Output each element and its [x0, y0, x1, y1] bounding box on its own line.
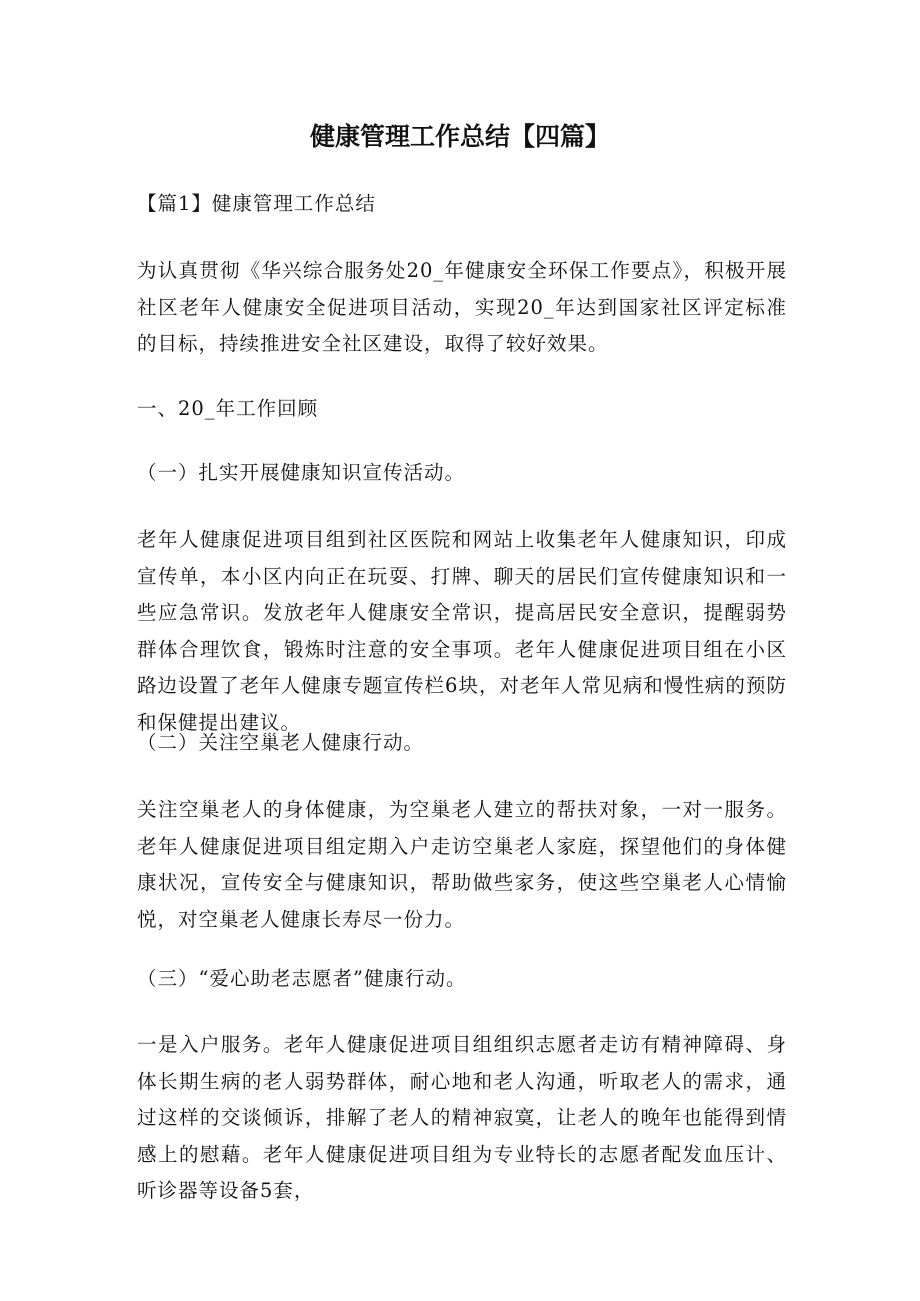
subheading-volunteers: （三）“爱心助老志愿者”健康行动。	[137, 967, 467, 990]
paragraph-volunteers: 一是入户服务。老年人健康促进项目组组织志愿者走访有精神障碍、身体长期生病的老人弱势群体，耐心地和老人沟通，听取老人的需求，通过这样的交谈倾诉，排解了老人的精神寂寞，让老人的晚年也能得到情感上的慰藉。老年人健康促进项目组为专业特长的志愿者配发血压计、听诊器等设备5套，	[137, 1033, 787, 1202]
paragraph-publicity: 老年人健康促进项目组到社区医院和网站上收集老年人健康知识，印成宣传单，本小区内向正在玩耍、打牌、聊天的居民们宣传健康知识和一些应急常识。发放老年人健康安全常识，提高居民安全意识，提醒弱势群体合理饮食，锻炼时注意的安全事项。老年人健康促进项目组在小区路边设置了老年人健康专题宣传栏6块，对老年人常见病和慢性病的预防和保健提出建议。	[137, 528, 787, 734]
section-label: 【篇1】健康管理工作总结	[137, 192, 376, 215]
section-heading-review: 一、20_年工作回顾	[137, 397, 319, 420]
paragraph-empty-nest: 关注空巢老人的身体健康，为空巢老人建立的帮扶对象，一对一服务。老年人健康促进项目组定期入户走访空巢老人家庭，探望他们的身体健康状况，宣传安全与健康知识，帮助做些家务，使这些空巢老人心情愉悦，对空巢老人健康长寿尽一份力。	[137, 798, 787, 931]
document-title: 健康管理工作总结【四篇】	[309, 122, 610, 151]
subheading-publicity: （一）扎实开展健康知识宣传活动。	[137, 461, 466, 484]
intro-paragraph: 为认真贯彻《华兴综合服务处20_年健康安全环保工作要点》，积极开展社区老年人健康安全促进项目活动，实现20_年达到国家社区评定标准的目标，持续推进安全社区建设，取得了较好效果。	[137, 259, 787, 355]
subheading-empty-nest: （二）关注空巢老人健康行动。	[137, 731, 425, 754]
